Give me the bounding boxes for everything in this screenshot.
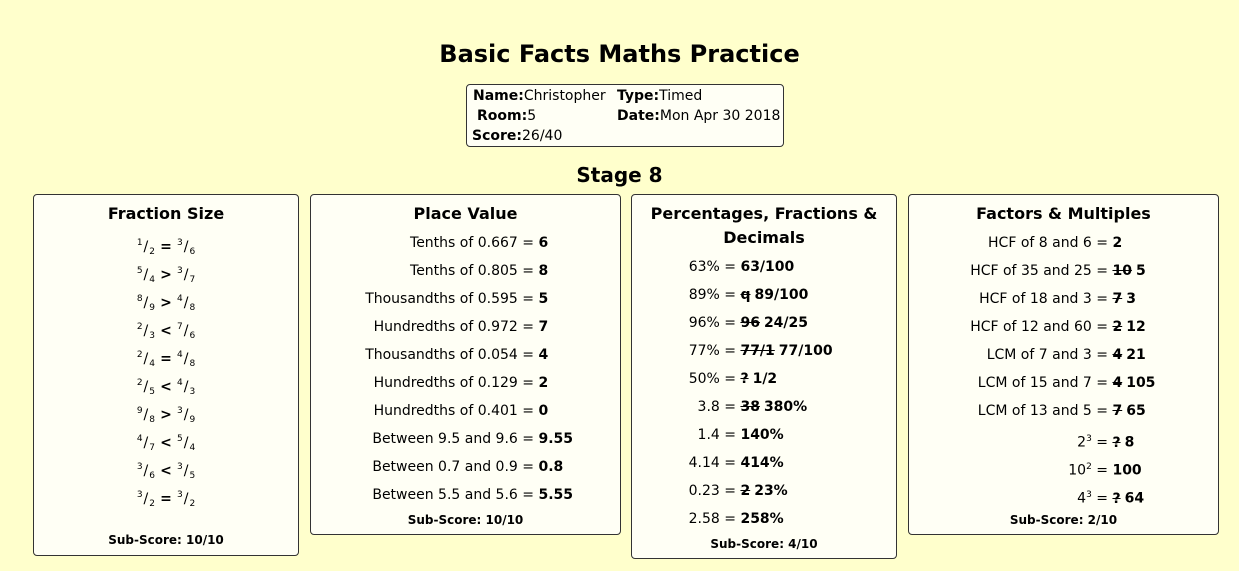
question-row (311, 285, 620, 313)
fraction-slash: / (143, 267, 149, 283)
fraction-numerator: 3 (177, 406, 183, 416)
question-row (311, 481, 620, 509)
answer-value: 105 (1126, 375, 1156, 391)
fraction-numerator: 3 (177, 238, 183, 248)
question-text: LCM of 7 and 3 = (986, 347, 1108, 363)
question-row (311, 369, 620, 397)
question-row (909, 257, 1218, 285)
answer-value: 9.55 (538, 431, 573, 447)
question-row (632, 365, 896, 393)
comparison-sign: = (160, 351, 172, 367)
crossed-out-answer: 4 (1112, 375, 1123, 391)
answer-value: 65 (1126, 403, 1146, 419)
fraction-size-title: Fraction Size (107, 204, 225, 223)
fraction-numerator: 4 (177, 294, 183, 304)
fraction-slash: / (143, 379, 149, 395)
question-row (909, 369, 1218, 397)
fraction-slash: / (183, 379, 189, 395)
answer-value: 0 (538, 403, 549, 419)
date-field (617, 108, 780, 124)
answer-value: 414% (740, 455, 784, 471)
fraction-numerator: 4 (177, 350, 183, 360)
answer-value: 380% (763, 399, 808, 415)
question-row (632, 505, 896, 533)
question-text: 50% = (688, 371, 736, 387)
fraction-left (137, 435, 155, 451)
fraction-denominator: 8 (189, 303, 196, 313)
fraction-compare-row (34, 453, 298, 481)
equals-sign: = (1096, 490, 1108, 507)
question-row (909, 341, 1218, 369)
answer-value: 7 (538, 319, 549, 335)
comparison-sign: < (160, 435, 172, 451)
question-text: Tenths of 0.667 = (410, 235, 534, 251)
question-row (632, 449, 896, 477)
question-row (909, 397, 1218, 425)
crossed-out-answer: 4 (1112, 347, 1123, 363)
answer-value: 23% (754, 483, 788, 499)
question-text: 96% = (688, 315, 736, 331)
name-label: Name: (473, 88, 524, 104)
power-exponent: 3 (1086, 434, 1092, 444)
fraction-denominator: 3 (149, 331, 155, 341)
room-label: Room: (477, 108, 528, 124)
question-row (632, 253, 896, 281)
answer-value: 63/100 (740, 259, 795, 275)
answer-value: 2 (1112, 235, 1123, 251)
score-value: 26/40 (522, 128, 563, 144)
question-text: 77% = (688, 343, 736, 359)
fraction-compare-row (34, 397, 298, 425)
fraction-size-panel (33, 194, 299, 556)
comparison-sign: < (160, 323, 172, 339)
fraction-slash: / (183, 267, 189, 283)
answer-value: 64 (1124, 490, 1145, 507)
crossed-out-answer: 2 (740, 483, 751, 499)
question-row (311, 425, 620, 453)
crossed-out-answer: 2 (1112, 319, 1123, 335)
fraction-left (137, 267, 155, 283)
fraction-size-subscore: Sub-Score: 10/10 (108, 533, 224, 547)
fraction-slash: / (183, 491, 189, 507)
crossed-out-answer: ? (1112, 490, 1121, 507)
answer-value: 4 (538, 347, 549, 363)
name-field (473, 88, 606, 104)
percentages-title-line2: Decimals (723, 228, 805, 247)
fraction-right (177, 491, 195, 507)
crossed-out-answer: q (740, 287, 751, 303)
power-base: 4 (1077, 490, 1087, 507)
fraction-denominator: 4 (189, 443, 196, 453)
fraction-right (177, 351, 195, 367)
fraction-denominator: 4 (149, 275, 155, 285)
question-text: LCM of 15 and 7 = (977, 375, 1108, 391)
comparison-sign: > (160, 267, 172, 283)
question-text: HCF of 12 and 60 = (970, 319, 1108, 335)
question-text (909, 425, 1108, 457)
question-row (909, 481, 1218, 509)
fraction-numerator: 4 (177, 378, 183, 388)
question-row (909, 229, 1218, 257)
fraction-slash: / (183, 239, 189, 255)
fraction-compare-row (34, 341, 298, 369)
fraction-denominator: 9 (149, 303, 155, 313)
fraction-right (177, 295, 195, 311)
fraction-numerator: 3 (136, 490, 143, 500)
date-label: Date: (617, 108, 660, 124)
answer-value: 100 (1112, 462, 1142, 479)
question-row (311, 397, 620, 425)
fraction-slash: / (183, 295, 189, 311)
answer-value: 258% (740, 511, 784, 527)
fraction-denominator: 6 (149, 471, 155, 481)
question-text: HCF of 35 and 25 = (970, 263, 1108, 279)
comparison-sign: < (160, 379, 172, 395)
stage-heading: Stage 8 (576, 163, 663, 187)
fraction-compare-row (34, 257, 298, 285)
answer-value: 0.8 (538, 459, 564, 475)
answer-value: 8 (538, 263, 549, 279)
factors-panel (908, 194, 1219, 535)
power-exponent: 3 (1086, 490, 1092, 500)
fraction-numerator: 1 (136, 238, 143, 248)
answer-value: 5 (1135, 263, 1146, 279)
question-text (909, 453, 1108, 485)
comparison-sign: = (160, 491, 172, 507)
question-text: 0.23 = (688, 483, 736, 499)
comparison-sign: < (160, 463, 172, 479)
question-text: Hundredths of 0.401 = (373, 403, 534, 419)
question-text: Thousandths of 0.054 = (365, 347, 534, 363)
factors-subscore: Sub-Score: 2/10 (1009, 513, 1118, 527)
fraction-slash: / (143, 351, 149, 367)
fraction-numerator: 7 (177, 322, 183, 332)
page-title: Basic Facts Maths Practice (439, 40, 800, 68)
crossed-out-answer: ? (740, 371, 749, 387)
question-row (632, 281, 896, 309)
fraction-denominator: 9 (189, 415, 196, 425)
question-row (909, 453, 1218, 481)
fraction-slash: / (183, 407, 189, 423)
fraction-slash: / (143, 323, 149, 339)
fraction-numerator: 3 (177, 462, 183, 472)
equals-sign: = (1096, 434, 1108, 451)
fraction-numerator: 3 (177, 490, 183, 500)
fraction-denominator: 5 (189, 471, 196, 481)
crossed-out-answer: 7 (1112, 403, 1123, 419)
date-value: Mon Apr 30 2018 (659, 108, 781, 124)
question-text: Hundredths of 0.972 = (373, 319, 534, 335)
type-field (617, 88, 702, 104)
fraction-right (177, 463, 195, 479)
equals-sign: = (1096, 462, 1108, 479)
fraction-numerator: 5 (177, 434, 183, 444)
fraction-left (137, 239, 155, 255)
question-text: Tenths of 0.805 = (410, 263, 534, 279)
fraction-slash: / (183, 323, 189, 339)
question-row (632, 337, 896, 365)
comparison-sign: > (160, 407, 172, 423)
room-field (477, 108, 536, 124)
question-text: Between 5.5 and 5.6 = (372, 487, 534, 503)
fraction-compare-row (34, 425, 298, 453)
student-info-box (466, 84, 784, 147)
question-row (632, 421, 896, 449)
fraction-denominator: 8 (189, 359, 196, 369)
question-row (311, 341, 620, 369)
fraction-right (177, 239, 195, 255)
fraction-compare-row (34, 313, 298, 341)
power-exponent: 2 (1086, 462, 1092, 472)
fraction-left (137, 379, 155, 395)
crossed-out-answer: 77/1 (740, 343, 775, 359)
question-row (909, 425, 1218, 453)
fraction-left (137, 295, 155, 311)
answer-value: 2 (538, 375, 549, 391)
question-text: 1.4 = (697, 427, 736, 443)
answer-value: 3 (1126, 291, 1136, 307)
place-value-subscore: Sub-Score: 10/10 (407, 513, 524, 527)
question-text: HCF of 8 and 6 = (988, 235, 1108, 251)
factors-title: Factors & Multiples (976, 204, 1151, 223)
fraction-right (177, 379, 195, 395)
fraction-denominator: 4 (149, 359, 155, 369)
name-value: Christopher (523, 88, 606, 104)
answer-value: 8 (1124, 434, 1135, 451)
question-text: Between 0.7 and 0.9 = (372, 459, 534, 475)
question-row (909, 313, 1218, 341)
question-row (311, 257, 620, 285)
answer-value: 77/100 (778, 343, 833, 359)
fraction-slash: / (143, 435, 149, 451)
question-row (632, 393, 896, 421)
fraction-slash: / (183, 351, 189, 367)
fraction-left (137, 351, 155, 367)
crossed-out-answer: ? (1112, 434, 1121, 451)
fraction-slash: / (143, 463, 149, 479)
answer-value: 1/2 (752, 371, 778, 387)
fraction-denominator: 3 (189, 387, 196, 397)
fraction-denominator: 5 (149, 387, 155, 397)
fraction-compare-row (34, 369, 298, 397)
room-value: 5 (527, 108, 537, 124)
question-row (311, 453, 620, 481)
question-text (909, 481, 1108, 513)
place-value-title: Place Value (413, 204, 518, 223)
question-row (311, 313, 620, 341)
fraction-compare-row (34, 481, 298, 509)
crossed-out-answer: 7 (1112, 291, 1123, 307)
answer-value: 5 (538, 291, 549, 307)
comparison-sign: > (160, 295, 172, 311)
fraction-denominator: 7 (189, 275, 196, 285)
question-row (311, 229, 620, 257)
question-text: Thousandths of 0.595 = (365, 291, 534, 307)
question-text: 4.14 = (688, 455, 736, 471)
fraction-numerator: 9 (136, 406, 143, 416)
fraction-numerator: 4 (136, 434, 143, 444)
answer-value: 21 (1126, 347, 1146, 363)
fraction-numerator: 8 (136, 294, 143, 304)
fraction-compare-row (34, 285, 298, 313)
fraction-numerator: 3 (136, 462, 143, 472)
percentages-subscore: Sub-Score: 4/10 (710, 537, 818, 551)
question-text: 89% = (688, 287, 736, 303)
fraction-slash: / (143, 295, 149, 311)
fraction-denominator: 2 (189, 499, 196, 509)
question-text: LCM of 13 and 5 = (977, 403, 1108, 419)
fraction-left (137, 491, 155, 507)
question-text: 63% = (688, 259, 736, 275)
fraction-denominator: 7 (149, 443, 155, 453)
type-value: Timed (659, 88, 703, 104)
question-text: HCF of 18 and 3 = (979, 291, 1108, 307)
fraction-numerator: 2 (136, 322, 143, 332)
fraction-compare-row (34, 229, 298, 257)
fraction-slash: / (143, 239, 149, 255)
question-text: Between 9.5 and 9.6 = (372, 431, 534, 447)
answer-value: 89/100 (754, 287, 809, 303)
power-base: 10 (1068, 462, 1087, 479)
fraction-denominator: 6 (189, 247, 196, 257)
question-text: Hundredths of 0.129 = (373, 375, 534, 391)
fraction-numerator: 2 (136, 350, 143, 360)
score-label: Score: (472, 128, 522, 144)
crossed-out-answer: 96 (740, 315, 760, 331)
type-label: Type: (617, 88, 660, 104)
answer-value: 24/25 (763, 315, 809, 331)
fraction-slash: / (143, 491, 149, 507)
fraction-right (177, 435, 195, 451)
fraction-slash: / (183, 463, 189, 479)
percentages-panel (631, 194, 897, 559)
percentages-title-line1: Percentages, Fractions & (650, 204, 878, 223)
comparison-sign: = (160, 239, 172, 255)
power-base: 2 (1077, 434, 1087, 451)
score-field (472, 128, 562, 144)
fraction-left (137, 407, 155, 423)
fraction-right (177, 267, 195, 283)
answer-value: 12 (1126, 319, 1146, 335)
question-text: 3.8 = (697, 399, 736, 415)
answer-value: 5.55 (538, 487, 573, 503)
fraction-right (177, 407, 195, 423)
fraction-numerator: 2 (136, 378, 143, 388)
fraction-slash: / (183, 435, 189, 451)
place-value-panel (310, 194, 621, 535)
question-row (909, 285, 1218, 313)
fraction-denominator: 8 (149, 415, 155, 425)
answer-value: 6 (538, 235, 549, 251)
fraction-numerator: 3 (177, 266, 183, 276)
fraction-denominator: 6 (189, 331, 196, 341)
fraction-denominator: 2 (149, 499, 155, 509)
fraction-slash: / (143, 407, 149, 423)
fraction-right (177, 323, 195, 339)
fraction-numerator: 5 (136, 266, 143, 276)
crossed-out-answer: 10 (1112, 263, 1132, 279)
fraction-denominator: 2 (149, 247, 155, 257)
fraction-left (137, 463, 155, 479)
question-row (632, 477, 896, 505)
crossed-out-answer: 38 (740, 399, 760, 415)
fraction-left (137, 323, 155, 339)
question-row (632, 309, 896, 337)
answer-value: 140% (740, 427, 784, 443)
question-text: 2.58 = (688, 511, 736, 527)
